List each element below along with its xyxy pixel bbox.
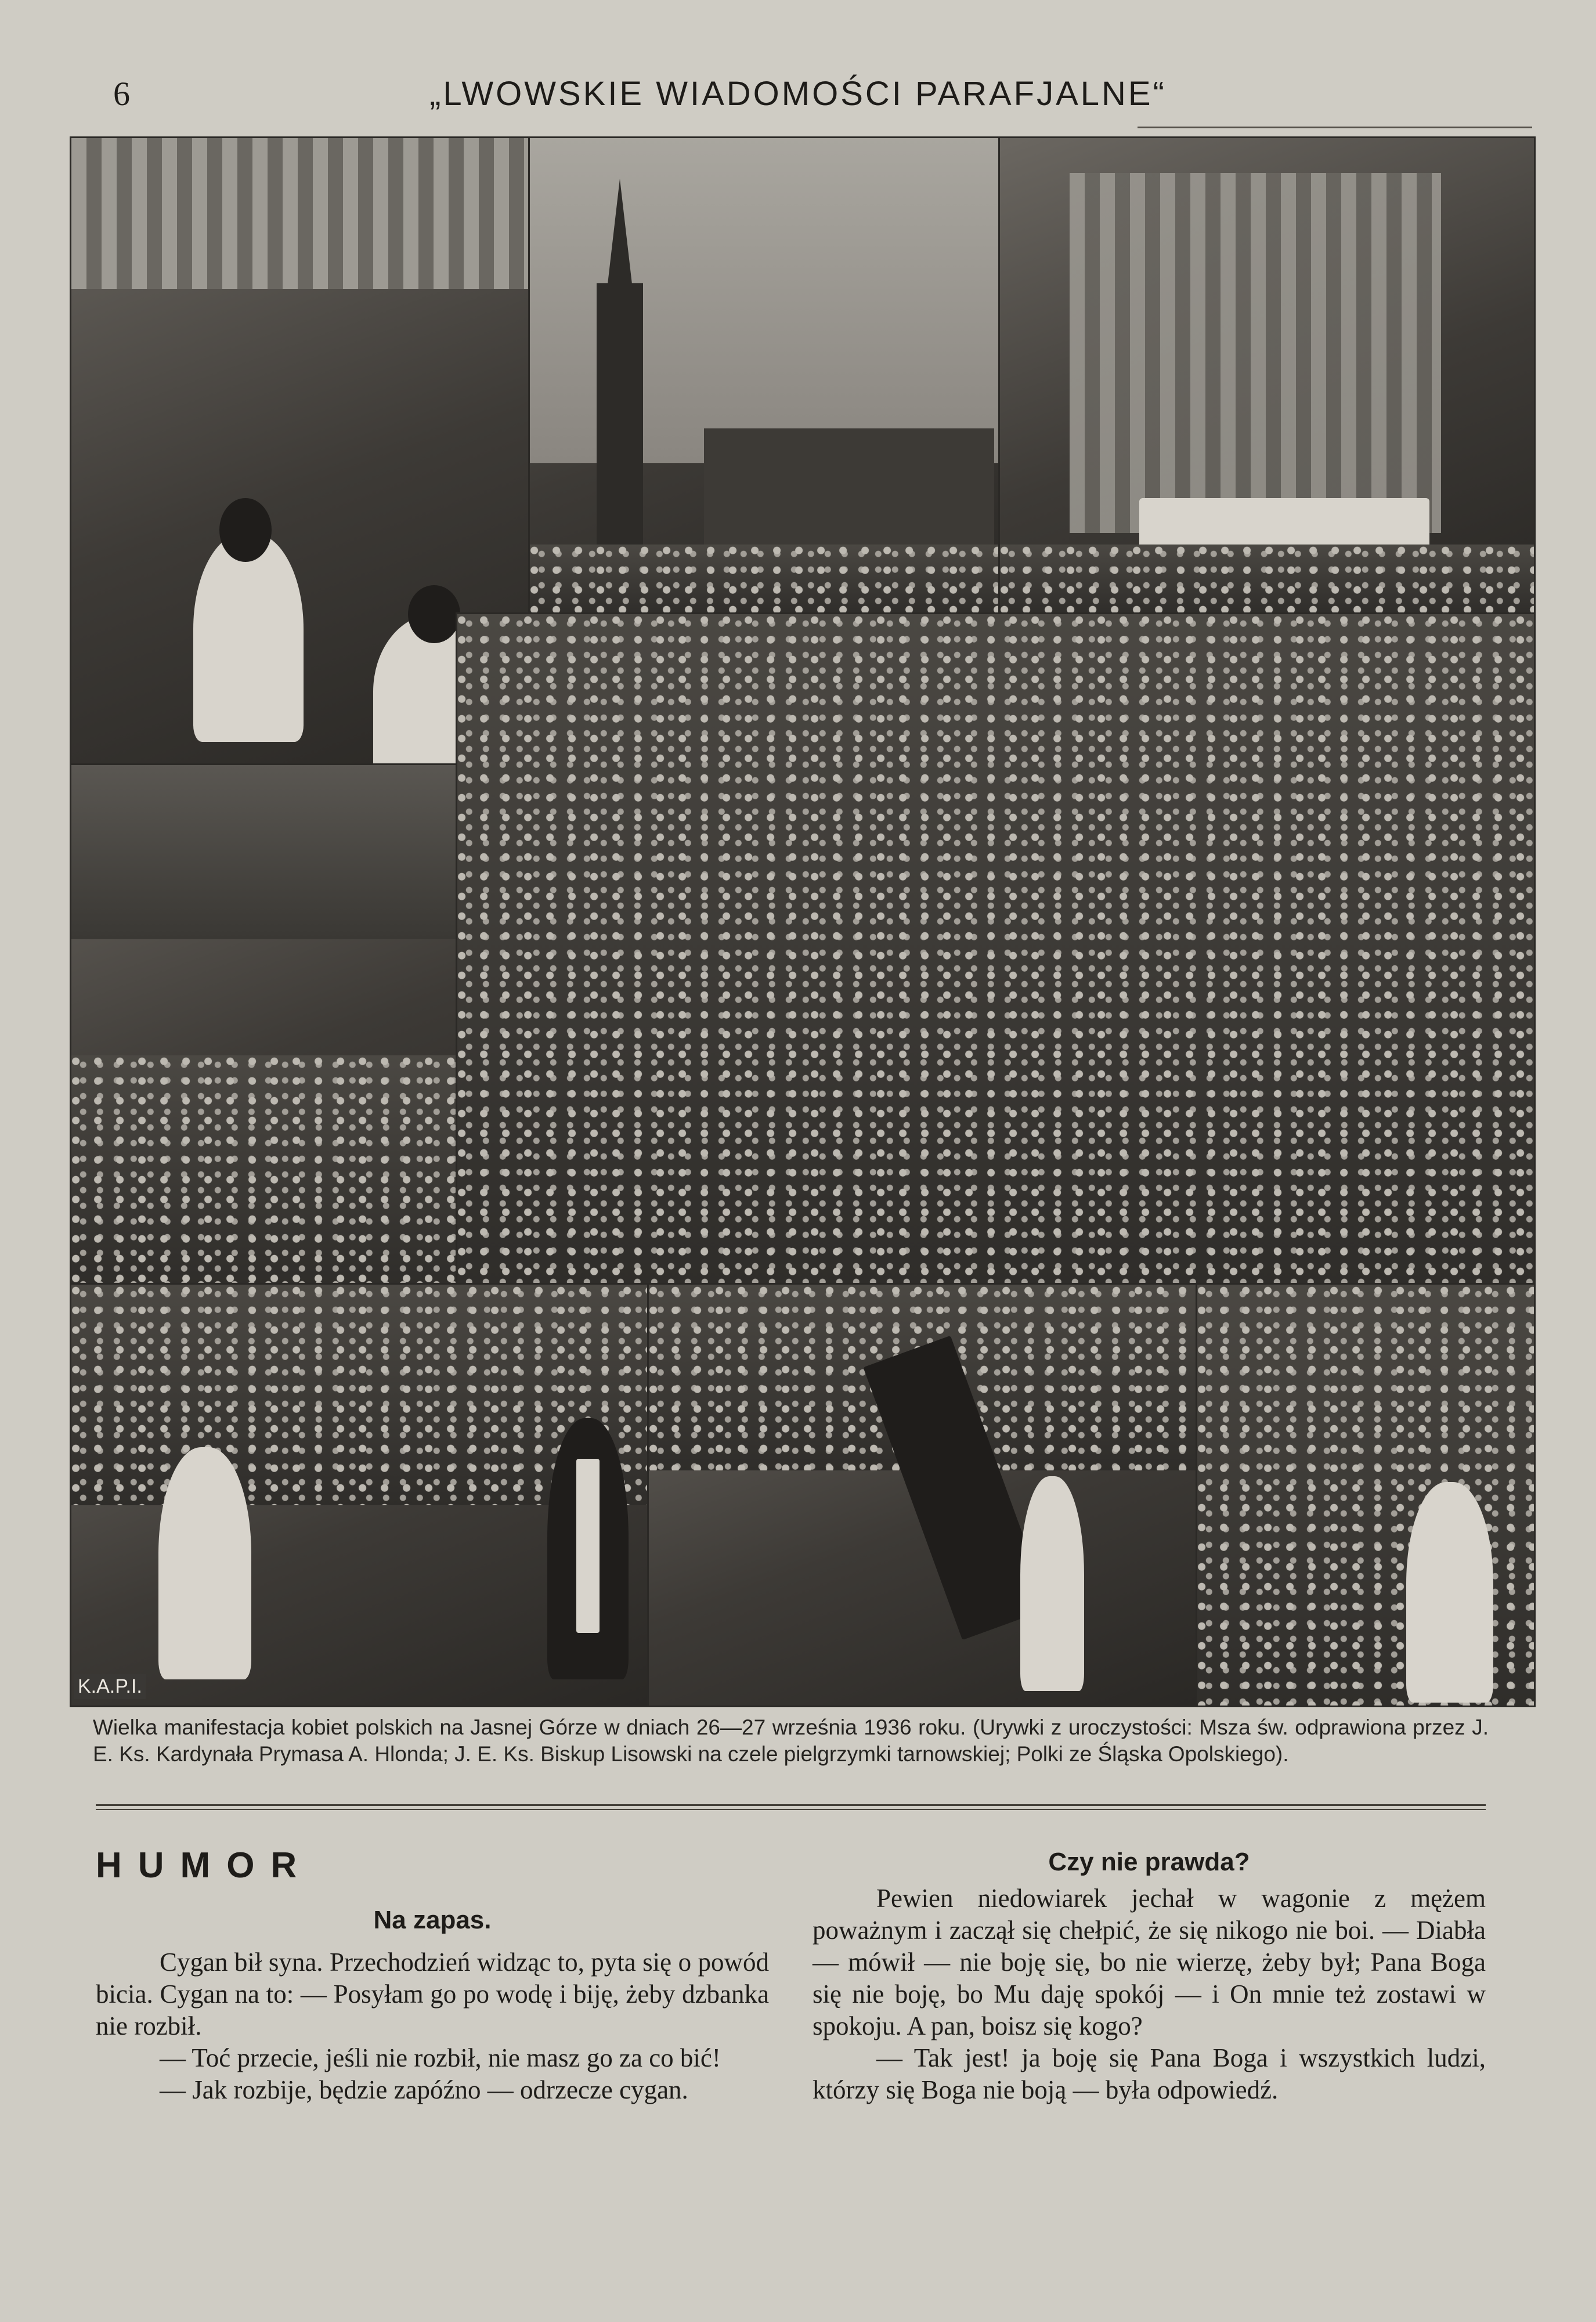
photo-credit: K.A.P.I. [74,1674,146,1699]
header-rule [1138,127,1532,128]
section-title-humor: HUMOR [96,1845,313,1885]
caption-rule-secondary [96,1809,1486,1810]
caption-rule [96,1804,1486,1806]
photo-bishop-procession [70,1283,651,1707]
story-paragraph: — Tak jest! ja boję się Pana Boga i wszystkich ludzi, którzy się Boga nie boją — była odpowiedź. [813,2043,1486,2104]
story-paragraph: — Toć przecie, jeśli nie rozbił, nie masz go za co bić! [160,2043,721,2072]
photo-caption: Wielka manifestacja kobiet polskich na Jasnej Górze w dniach 26—27 września 1936 roku. (Urywki z uroczystości: Msza św. odprawiona przez J. E. Ks. Kardynała Prymasa A. Hlonda; J. E. Ks. Biskup Lisowski na czele pielgrzymki tarnowskiej; Polki ze Śląska Opolskiego). [93,1715,1489,1766]
story-czy-nie-prawda [813,1883,1486,2106]
page-number: 6 [113,75,131,113]
story-na-zapas [96,1946,769,2106]
photo-silesian-women [1196,1283,1536,1707]
photo-jasna-gora-tower [528,136,1002,616]
photo-altar-mass [998,136,1536,616]
story-paragraph: Pewien niedowiarek jechał w wagonie z mężem poważnym i zaczął się chełpić, że się nikogo nie boi. — Diabła — mówił — nie boję się, bo nie wierzę, żeby był; Pana Boga się nie boję, bo Mu daję spokój — i On mnie też zostawi w spokoju. A pan, boisz się kogo? [813,1884,1486,2040]
story-title-na-zapas: Na zapas. [373,1906,492,1934]
story-title-czy-nie-prawda: Czy nie prawda? [1048,1848,1250,1876]
photo-women-group [70,763,459,1286]
story-paragraph: — Jak rozbije, będzie zapóźno — odrzecze cygan. [160,2075,688,2104]
story-paragraph: Cygan bił syna. Przechodzień widząc to, pyta się o powód bicia. Cygan na to: — Posyłam go po wodę i biję, żeby dzbanka nie rozbił. [96,1948,769,2040]
photo-crowd-manifestation [456,612,1536,1286]
photo-pilgrims-flag [647,1283,1199,1707]
newspaper-title: „LWOWSKIE WIADOMOŚCI PARAFJALNE“ [429,75,1167,113]
